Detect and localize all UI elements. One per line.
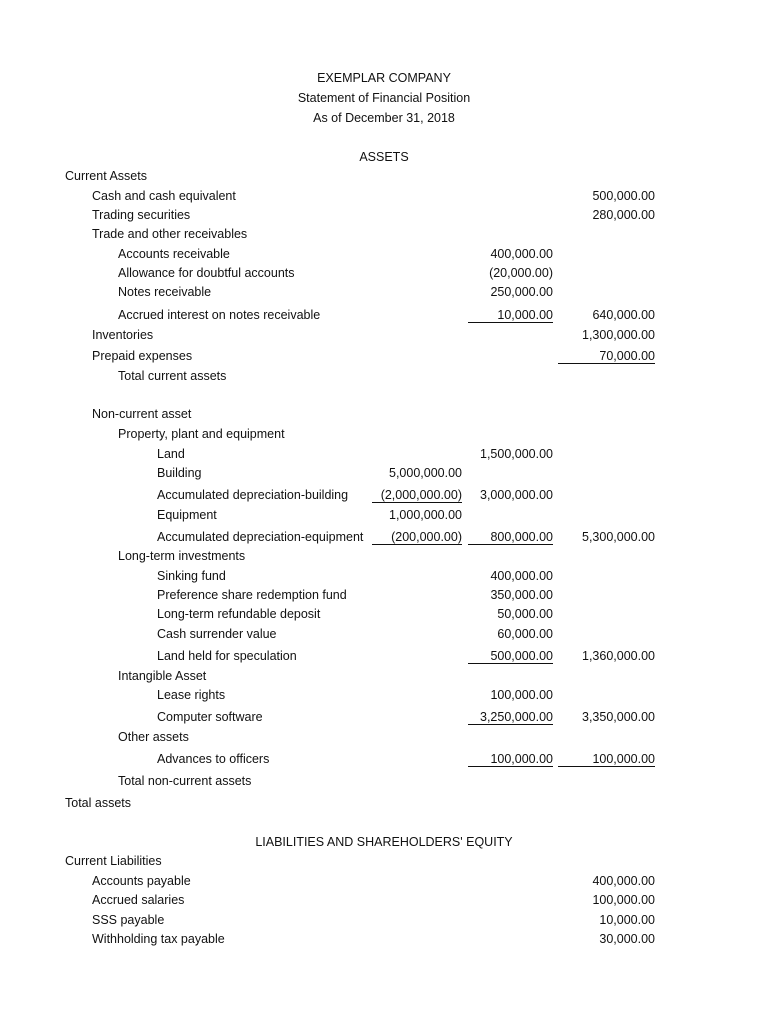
statement-row — [0, 569, 768, 589]
statement-row — [0, 627, 768, 647]
company-name: EXEMPLAR COMPANY — [317, 71, 451, 85]
row-label: Non-current asset — [92, 407, 192, 421]
amount-c2: 400,000.00 — [490, 247, 553, 261]
amount-c3: 1,300,000.00 — [582, 328, 655, 342]
row-label: Building — [157, 466, 202, 480]
amount-c2 — [443, 710, 553, 725]
row-label: Trade and other receivables — [92, 227, 248, 241]
row-label: Property, plant and equipment — [118, 427, 285, 441]
statement-row — [0, 349, 768, 369]
amount-value: 3,250,000.00 — [480, 710, 553, 724]
amount-c3: 5,300,000.00 — [582, 530, 655, 544]
statement-row — [0, 427, 768, 447]
statement-row — [0, 369, 768, 389]
row-label: Accumulated depreciation-building — [157, 488, 349, 502]
amount-c2 — [443, 308, 553, 323]
row-label: Accrued salaries — [92, 893, 185, 907]
amount-c1: 5,000,000.00 — [389, 466, 462, 480]
amount-value: (2,000,000.00) — [380, 488, 462, 502]
underline-rule — [372, 488, 381, 503]
amount-c2: 1,500,000.00 — [480, 447, 553, 461]
row-label: Accumulated depreciation-equipment — [157, 530, 364, 544]
amount-c2: 400,000.00 — [490, 569, 553, 583]
row-label: Prepaid expenses — [92, 349, 193, 363]
amount-c3: 400,000.00 — [592, 874, 655, 888]
row-label: Land held for speculation — [157, 649, 297, 663]
statement-row — [0, 508, 768, 528]
row-label: Accounts payable — [92, 874, 191, 888]
row-label: Equipment — [157, 508, 217, 522]
underline-rule — [468, 752, 490, 767]
statement-row — [0, 549, 768, 569]
assets-heading: ASSETS — [359, 150, 409, 164]
row-label: Preference share redemption fund — [157, 588, 347, 602]
row-label: Long-term refundable deposit — [157, 607, 321, 621]
row-label: Advances to officers — [157, 752, 270, 766]
amount-value: 800,000.00 — [490, 530, 553, 544]
statement-row — [0, 796, 768, 816]
statement-row — [0, 774, 768, 794]
amount-c3: 10,000.00 — [599, 913, 655, 927]
statement-row — [0, 328, 768, 348]
statement-row — [0, 447, 768, 467]
underline-rule — [468, 308, 497, 323]
row-label: Notes receivable — [118, 285, 212, 299]
statement-row — [0, 247, 768, 267]
row-label: Cash and cash equivalent — [92, 189, 236, 203]
amount-c2 — [443, 649, 553, 664]
statement-row — [0, 407, 768, 427]
row-label: Computer software — [157, 710, 263, 724]
statement-row — [0, 893, 768, 913]
row-label: Current Liabilities — [65, 854, 162, 868]
amount-c3: 500,000.00 — [592, 189, 655, 203]
amount-value: (200,000.00) — [391, 530, 462, 544]
underline-rule — [468, 649, 490, 664]
row-label: Inventories — [92, 328, 154, 342]
amount-c3: 30,000.00 — [599, 932, 655, 946]
row-label: Total assets — [65, 796, 132, 810]
statement-row — [0, 227, 768, 247]
statement-row — [0, 285, 768, 305]
underline-rule — [468, 710, 480, 725]
amount-c2 — [443, 752, 553, 767]
statement-row — [0, 669, 768, 689]
amount-c3: 1,360,000.00 — [582, 649, 655, 663]
statement-row — [0, 854, 768, 874]
statement-title: Statement of Financial Position — [297, 91, 471, 105]
underline-rule — [558, 349, 599, 364]
row-label: Withholding tax payable — [92, 932, 225, 946]
statement-row — [0, 607, 768, 627]
row-label: Other assets — [118, 730, 189, 744]
amount-value: 70,000.00 — [599, 349, 655, 363]
row-label: Total non-current assets — [118, 774, 252, 788]
statement-row — [0, 266, 768, 286]
statement-row — [0, 208, 768, 228]
statement-row — [0, 752, 768, 772]
amount-c2 — [443, 530, 553, 545]
statement-row — [0, 308, 768, 328]
amount-c2: 250,000.00 — [490, 285, 553, 299]
row-label: Current Assets — [65, 169, 147, 183]
statement-row — [0, 730, 768, 750]
row-label: Long-term investments — [118, 549, 246, 563]
amount-c2: 3,000,000.00 — [480, 488, 553, 502]
amount-value: 10,000.00 — [497, 308, 553, 322]
row-label: Total current assets — [118, 369, 227, 383]
amount-c3: 640,000.00 — [592, 308, 655, 322]
row-label: Accrued interest on notes receivable — [118, 308, 321, 322]
statement-row — [0, 932, 768, 952]
amount-c2: 350,000.00 — [490, 588, 553, 602]
row-label: Intangible Asset — [118, 669, 207, 683]
amount-c1: 1,000,000.00 — [389, 508, 462, 522]
amount-c3 — [545, 752, 655, 767]
underline-rule — [372, 530, 391, 545]
underline-rule — [558, 752, 592, 767]
amount-value: 100,000.00 — [592, 752, 655, 766]
amount-value: 500,000.00 — [490, 649, 553, 663]
row-label: Lease rights — [157, 688, 226, 702]
row-label: Trading securities — [92, 208, 191, 222]
row-label: Accounts receivable — [118, 247, 230, 261]
statement-row — [0, 688, 768, 708]
statement-row — [0, 466, 768, 486]
statement-row — [0, 588, 768, 608]
underline-rule — [468, 530, 490, 545]
statement-row — [0, 649, 768, 669]
statement-row — [0, 530, 768, 550]
row-label: Cash surrender value — [157, 627, 277, 641]
amount-c3: 100,000.00 — [592, 893, 655, 907]
amount-c3 — [545, 349, 655, 364]
amount-value: 100,000.00 — [490, 752, 553, 766]
statement-date: As of December 31, 2018 — [313, 111, 455, 125]
row-label: Allowance for doubtful accounts — [118, 266, 295, 280]
statement-row — [0, 169, 768, 189]
amount-c3: 280,000.00 — [592, 208, 655, 222]
statement-row — [0, 913, 768, 933]
liabilities-equity-heading: LIABILITIES AND SHAREHOLDERS' EQUITY — [255, 835, 513, 849]
statement-row — [0, 189, 768, 209]
statement-row — [0, 488, 768, 508]
amount-c2: (20,000.00) — [489, 266, 553, 280]
row-label: SSS payable — [92, 913, 165, 927]
amount-c2: 100,000.00 — [490, 688, 553, 702]
row-label: Sinking fund — [157, 569, 226, 583]
row-label: Land — [157, 447, 185, 461]
statement-row — [0, 710, 768, 730]
amount-c3: 3,350,000.00 — [582, 710, 655, 724]
amount-c2: 50,000.00 — [497, 607, 553, 621]
statement-row — [0, 874, 768, 894]
amount-c2: 60,000.00 — [497, 627, 553, 641]
